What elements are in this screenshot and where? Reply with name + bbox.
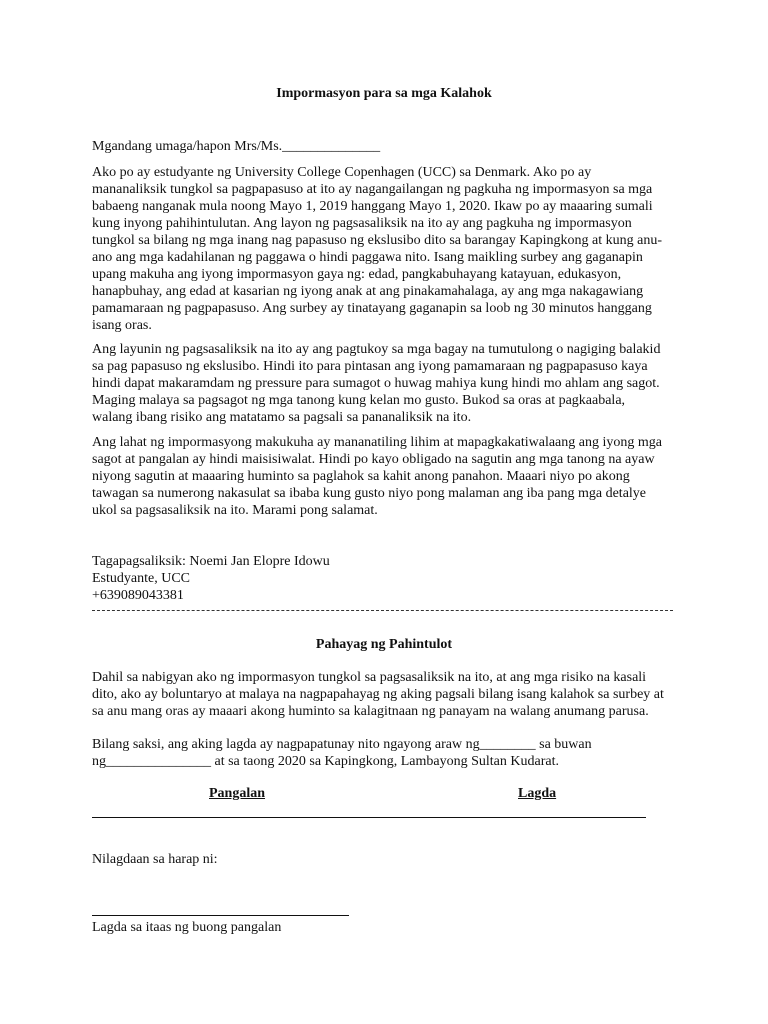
witness-signature-line	[92, 915, 349, 916]
info-paragraph-2	[92, 341, 682, 426]
text-line: Dahil sa nabigyan ako ng impormasyon tungkol sa pagsasaliksik na ito, at ang mga risiko na kasali	[92, 670, 647, 685]
text-line: kung inyong pahihintulutan. Ang layon ng pagsasaliksik na ito ay ang pagkuha ng impormasyon	[92, 216, 632, 231]
signature-caption: Lagda sa itaas ng buong pangalan	[92, 920, 282, 935]
consent-title: Pahayag ng Pahintulot	[315, 637, 453, 652]
text-line: isang oras.	[92, 318, 152, 333]
text-line: mananaliksik tungkol sa pagpapasuso at ito ay nagangailangan ng pagkuha ng impormasyon sa mga	[92, 182, 653, 197]
text-line: Ang layunin ng pagsasaliksik na ito ay ang pagtukoy sa mga bagay na tumutulong o nagiging balakid	[92, 342, 661, 357]
text-line: Bilang saksi, ang aking lagda ay nagpapatunay nito ngayong araw ng________ sa buwan	[92, 737, 592, 752]
text-line: ukol sa pagsasaliksik na ito. Marami pong salamat.	[92, 503, 378, 518]
text-line: Ang lahat ng impormasyong makukuha ay mananatiling lihim at mapagkakatiwalaang ang iyong mga	[92, 435, 662, 450]
text-line: babaeng nanganak mula noong Mayo 1, 2019 hanggang Mayo 1, 2020. Ikaw po ay maaaring sumali	[92, 199, 653, 214]
text-line: pamamaraan ng pagpapasuso. Ang surbey ay tinatayang gaganapin sa loob ng 30 minutos hanggang	[92, 301, 652, 316]
text-line: ng_______________ at sa taong 2020 sa Kapingkong, Lambayong Sultan Kudarat.	[92, 754, 559, 769]
dashed-divider	[92, 610, 673, 611]
text-line: ano ang mga kadahilanan ng paggawa o hindi paggawa nito. Isang maikling surbey ang gaganapin	[92, 250, 643, 265]
text-line: Ako po ay estudyante ng University College Copenhagen (UCC) sa Denmark. Ako po ay	[92, 165, 592, 180]
text-line: Maging malaya sa pagsagot ng mga tanong kung kelan mo gusto. Bukod sa oras at pagkaabala,	[92, 393, 626, 408]
text-line: tungkol sa bilang ng mga inang nag papasuso ng ekslusibo dito sa barangay Kapingkong at kung anu-	[92, 233, 663, 248]
name-column-heading: Pangalan	[209, 786, 266, 801]
text-line: sa anu mang oras ay maaari akong huminto sa kalagitnaan ng panayam na walang anumang parusa.	[92, 704, 649, 719]
text-line: walang ibang risiko ang matatamo sa pagsali sa pananaliksik na ito.	[92, 410, 472, 425]
text-line: upang makuha ang iyong impormasyon gaya ng: edad, pangkabuhayang katayuan, edukasyon,	[92, 267, 622, 282]
text-line: sagot at pangalan ay hindi maisisiwalat. Hindi po kayo obligado na sagutin ang mga tanong na ayaw	[92, 452, 655, 467]
witness-label: Nilagdaan sa harap ni:	[92, 852, 218, 867]
text-line: niyong sagutin at maaaring huminto sa paglahok sa kahit anong panahon. Maaari niyo po akong	[92, 469, 630, 484]
researcher-phone: +639089043381	[92, 588, 184, 603]
info-paragraph-3	[92, 434, 682, 519]
name-signature-line	[92, 817, 646, 818]
text-line: hanapbuhay, ang edad at kasarian ng iyong anak at ang pinakamahalaga, ay ang mga nakagawiang	[92, 284, 644, 299]
researcher-name: Tagapagsaliksik: Noemi Jan Elopre Idowu	[92, 554, 330, 569]
signature-column-heading: Lagda	[518, 786, 557, 801]
greeting-line: Mgandang umaga/hapon Mrs/Ms.______________	[92, 139, 381, 154]
researcher-info	[92, 553, 330, 604]
consent-paragraph-1	[92, 669, 682, 720]
text-line: dito, ako ay boluntaryo at malaya na nagpapahayag ng aking pagsali bilang isang kalahok sa surbey at	[92, 687, 664, 702]
info-paragraph-1	[92, 164, 682, 334]
researcher-affiliation: Estudyante, UCC	[92, 571, 190, 586]
text-line: hindi dapat makaramdam ng pressure para sumagot o huwag mahiya kung hindi mo ahlam ang sagot.	[92, 376, 660, 391]
text-line: tawagan sa numerong nakasulat sa ibaba kung gusto niyo pong malaman ang iba pang mga detalye	[92, 486, 647, 501]
consent-paragraph-2	[92, 736, 682, 770]
document-title: Impormasyon para sa mga Kalahok	[276, 86, 492, 101]
text-line: sa pag papasuso ng ekslusibo. Hindi ito para pintasan ang iyong pamamaraan ng pagpapasuso kaya	[92, 359, 648, 374]
